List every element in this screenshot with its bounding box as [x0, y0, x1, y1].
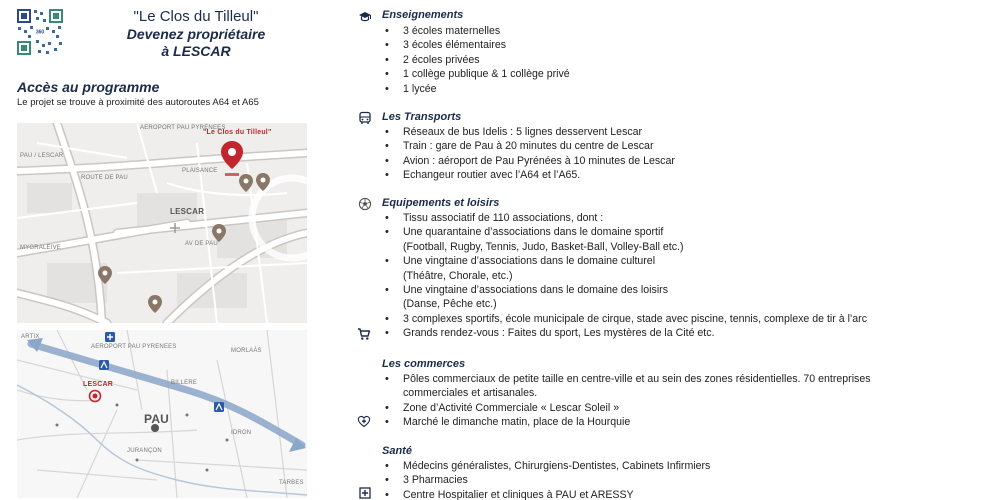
map-street-label: AEROPORT PAU PYRENEES [140, 125, 226, 131]
map-town-label: LESCAR [170, 207, 205, 216]
list-item: • Médecins généralistes, Chirurgiens-Dentistes, Cabinets Infirmiers [382, 459, 710, 473]
list-item [382, 415, 871, 429]
list-item-continuation: (Théâtre, Chorale, etc.) [403, 269, 513, 282]
map2-street-label: AEROPORT PAU PYRENEES [91, 344, 177, 350]
list-item: • Echangeur routier avec l’A64 et l’A65. [382, 168, 675, 182]
leisure-list [382, 211, 867, 341]
list-item: • 1 collège publique & 1 collège privé [382, 67, 570, 81]
map2-street-label: JURANÇON [127, 448, 162, 454]
list-item [382, 372, 871, 401]
map-street-label: ROUTE DE PAU [81, 175, 128, 181]
map2-street-label: BILLERE [171, 380, 198, 386]
transport-list [382, 125, 675, 183]
qr-code [16, 8, 64, 56]
bus-icon [358, 111, 372, 125]
map2-city-label: PAU [144, 412, 170, 426]
list-item [382, 312, 867, 326]
map-project-label: "Le Clos du Tilleul" [203, 129, 272, 136]
map2-street-label: MORLAÀS [231, 348, 262, 354]
list-item: • Réseaux de bus Idelis : 5 lignes desservent Lescar [382, 125, 675, 139]
health-list [382, 459, 710, 500]
list-item-text: Zone d’Activité Commerciale « Lescar Soleil » [403, 401, 620, 414]
map-street-label: MYGRALEIVE [20, 245, 62, 251]
list-item-text: Une vingtaine d’associations dans le domaine des loisirs [403, 284, 668, 297]
list-item-text: Une vingtaine d’associations dans le domaine culturel [403, 255, 656, 268]
list-item: • 3 écoles maternelles [382, 24, 570, 38]
airport-icon [105, 332, 115, 342]
list-item [382, 401, 871, 415]
soccer-ball-icon [358, 197, 372, 211]
svg-text:360: 360 [35, 29, 45, 36]
section-title-leisure: Equipements et loisirs [382, 197, 500, 209]
list-item: • Train : gare de Pau à 20 minutes du centre de Lescar [382, 139, 675, 153]
list-item: • 3 écoles élémentaires [382, 38, 570, 52]
list-item-text: Tissu associatif de 110 associations, dont : [403, 212, 604, 224]
section-title-health: Santé [382, 445, 412, 457]
list-item [382, 225, 867, 254]
highway-sign-icon [99, 360, 109, 370]
list-item-continuation: commerciales et artisanales. [403, 387, 538, 400]
map2-street-label: IDRON [231, 430, 252, 436]
map-street-label: PLAISANCE [182, 168, 218, 174]
map2-street-label: ARTIX [21, 334, 40, 340]
list-item: • Avion : aéroport de Pau Pyrénées à 10 minutes de Lescar [382, 154, 675, 168]
map-street-label: AV DE PAU [185, 241, 218, 247]
map2-town-label: LESCAR [83, 381, 113, 388]
map2-street-label: TARBES [279, 480, 304, 486]
regional-map [17, 330, 307, 498]
project-name: "Le Clos du Tilleul" [133, 8, 259, 25]
list-item [382, 326, 867, 340]
list-item: • 1 lycée [382, 82, 570, 96]
list-item-continuation: (Danse, Pêche etc.) [403, 298, 497, 311]
tagline-line1: Devenez propriétaire [126, 26, 266, 42]
tagline-line2: à LESCAR [161, 43, 231, 59]
list-item [382, 283, 867, 312]
header [96, 8, 296, 60]
section-title-transport: Les Transports [382, 111, 462, 123]
education-list [382, 24, 570, 96]
list-item: • 2 écoles privées [382, 53, 570, 67]
list-item-text: Grands rendez-vous : Faites du sport, Les mystères de la Cité etc. [403, 327, 715, 340]
list-item [382, 254, 867, 283]
list-item: • Centre Hospitalier et cliniques à PAU et ARESSY [382, 488, 710, 500]
access-title: Accès au programme [17, 79, 160, 95]
shopping-cart-icon [357, 327, 371, 341]
list-item-text: Pôles commerciaux de petite taille en centre-ville et au sein des zones résidentielles. 70 entreprises [403, 373, 871, 385]
section-title-shops: Les commerces [382, 358, 466, 370]
list-item: • 3 Pharmacies [382, 473, 710, 487]
hospital-icon [358, 486, 372, 500]
medical-heart-icon [357, 414, 371, 428]
shops-list [382, 372, 871, 430]
list-item-continuation: (Football, Rugby, Tennis, Judo, Basket-Ball, Volley-Ball etc.) [403, 240, 684, 253]
list-item [382, 211, 867, 225]
highway-sign-icon [214, 402, 224, 412]
map-street-label: PAU / LESCAR [20, 153, 64, 159]
list-item-text: Marché le dimanche matin, place de la Hourquie [403, 416, 631, 429]
access-description: Le projet se trouve à proximité des autoroutes A64 et A65 [17, 97, 259, 108]
graduation-cap-icon [358, 10, 372, 24]
section-title-education: Enseignements [382, 9, 464, 21]
list-item-text: 3 complexes sportifs, école municipale de cirque, stade avec piscine, tennis, complexe de tir à l’arc [403, 312, 867, 325]
list-item-text: Une quarantaine d’associations dans le domaine sportif [403, 226, 664, 239]
location-map [17, 123, 307, 323]
